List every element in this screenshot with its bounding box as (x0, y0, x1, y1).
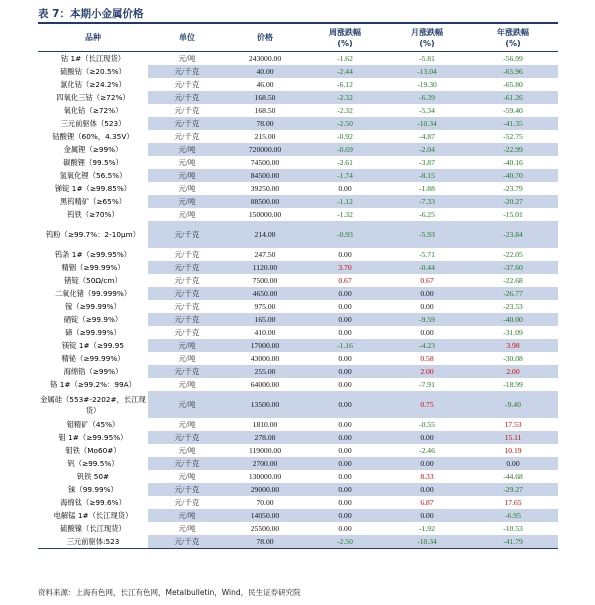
cell-name: 铼（99.99%） (38, 483, 148, 496)
cell-yearly: -6.95 (468, 509, 558, 522)
table-row (38, 522, 558, 535)
table-row (38, 221, 558, 248)
cell-yearly: -18.99 (503, 380, 523, 389)
cell-price: 17000.00 (226, 339, 304, 352)
cell-weekly: 0.00 (338, 302, 352, 311)
header-price: 价格 (226, 24, 304, 52)
cell-monthly: 0.00 (420, 302, 434, 311)
header-weekly (304, 24, 386, 52)
cell-monthly: -8.15 (386, 169, 468, 182)
cell-price: 410.00 (254, 328, 276, 337)
cell-monthly: -6.39 (386, 91, 468, 104)
cell-unit: 元/千克 (148, 65, 226, 78)
cell-yearly: -15.01 (503, 210, 523, 219)
cell-yearly: -22.99 (468, 143, 558, 156)
cell-monthly: -1.92 (419, 524, 435, 533)
cell-price: 78.00 (226, 535, 304, 549)
header-yearly (468, 24, 558, 52)
cell-weekly: 0.00 (304, 509, 386, 522)
header-unit: 单位 (148, 24, 226, 52)
cell-unit: 元/千克 (148, 91, 226, 104)
cell-weekly: 0.67 (338, 276, 352, 285)
cell-price: 64000.00 (250, 380, 280, 389)
cell-name: 电解锰 1#（长江现货） (38, 509, 148, 522)
cell-name: 三元前驱体（523） (38, 117, 148, 130)
cell-name: 硫酸钴（≥20.5%） (38, 65, 148, 78)
cell-monthly: 0.00 (386, 287, 468, 300)
cell-price: 4650.00 (226, 287, 304, 300)
header-yearly-label: 年涨跌幅 (497, 27, 529, 37)
table-row (38, 470, 558, 483)
cell-monthly: 0.00 (386, 509, 468, 522)
cell-monthly: -5.34 (419, 106, 435, 115)
cell-weekly: -2.61 (337, 158, 353, 167)
cell-yearly: 10.19 (504, 446, 522, 455)
cell-price: 247.50 (254, 250, 276, 259)
cell-weekly: -1.16 (304, 339, 386, 352)
cell-weekly: 0.00 (338, 380, 352, 389)
cell-yearly: -56.99 (503, 54, 523, 63)
cell-name: 锗锭（50Ω/cm） (64, 276, 122, 285)
table-row (38, 52, 558, 66)
cell-weekly: -2.32 (337, 106, 353, 115)
cell-price: 720000.00 (226, 143, 304, 156)
cell-yearly: 2.00 (468, 365, 558, 378)
cell-unit: 元/吨 (148, 143, 226, 156)
cell-price: 214.00 (226, 221, 304, 248)
cell-price: 13500.00 (226, 391, 304, 418)
cell-unit: 元/吨 (178, 158, 196, 167)
cell-yearly: -40.70 (468, 169, 558, 182)
cell-weekly: 0.00 (304, 391, 386, 418)
cell-monthly: 0.00 (420, 328, 434, 337)
header-yearly-unit: (%) (505, 38, 521, 48)
cell-name: 三元前驱体:523 (38, 535, 148, 549)
header-row (38, 24, 558, 52)
cell-monthly: -7.33 (386, 195, 468, 208)
cell-name: 氢氧化锂（56.5%） (38, 169, 148, 182)
cell-yearly: 3.98 (468, 339, 558, 352)
table-row (38, 391, 558, 418)
cell-monthly: 0.00 (386, 457, 468, 470)
cell-name: 钒（≥99.5%） (38, 457, 148, 470)
cell-yearly: -40.00 (468, 313, 558, 326)
cell-monthly: -10.34 (386, 117, 468, 130)
cell-yearly: -23.84 (468, 221, 558, 248)
cell-yearly: -41.35 (468, 117, 558, 130)
cell-yearly: -61.26 (468, 91, 558, 104)
cell-yearly: -30.08 (503, 354, 523, 363)
cell-price: 84500.00 (226, 169, 304, 182)
cell-price: 70.00 (256, 498, 274, 507)
cell-yearly: -59.40 (503, 106, 523, 115)
cell-name: 镁锭 1#（≥99.95 (38, 339, 148, 352)
cell-name: 海绵锆（≥99%） (38, 365, 148, 378)
table-row (38, 117, 558, 130)
header-weekly-label: 周涨跌幅 (329, 27, 361, 37)
cell-price: 14050.00 (226, 509, 304, 522)
table-row (38, 483, 558, 496)
cell-weekly: -0.69 (304, 143, 386, 156)
table-row (38, 195, 558, 208)
cell-unit: 元/吨 (148, 391, 226, 418)
cell-unit: 元/吨 (178, 420, 196, 429)
table-row (38, 444, 558, 457)
cell-name: 四氧化三钴（≥72%） (38, 91, 148, 104)
cell-price: 1120.00 (226, 261, 304, 274)
cell-unit: 元/千克 (148, 261, 226, 274)
cell-weekly: 0.00 (338, 184, 352, 193)
cell-yearly: -65.80 (503, 80, 523, 89)
table-row (38, 287, 558, 300)
cell-yearly: -10.53 (503, 524, 523, 533)
cell-yearly: 17.65 (504, 498, 522, 507)
cell-yearly: -41.79 (468, 535, 558, 549)
cell-unit: 元/千克 (174, 328, 200, 337)
cell-yearly: -23.53 (503, 302, 523, 311)
cell-monthly: -4.87 (419, 132, 435, 141)
cell-unit: 元/千克 (174, 498, 200, 507)
cell-name: 碲（≥99.99%） (65, 328, 121, 337)
cell-unit: 元/千克 (174, 302, 200, 311)
cell-price: 46.00 (256, 80, 274, 89)
table-row (38, 156, 558, 169)
cell-monthly: -1.88 (419, 184, 435, 193)
table-row (38, 352, 558, 365)
cell-monthly: -4.23 (386, 339, 468, 352)
cell-monthly: 0.58 (420, 354, 434, 363)
cell-price: 43000.00 (250, 354, 280, 363)
cell-unit: 元/千克 (148, 535, 226, 549)
cell-weekly: 0.00 (304, 483, 386, 496)
cell-price: 278.00 (226, 431, 304, 444)
cell-unit: 元/吨 (178, 446, 196, 455)
cell-monthly: -3.87 (419, 158, 435, 167)
cell-unit: 元/吨 (178, 472, 196, 481)
cell-weekly: -1.12 (304, 195, 386, 208)
cell-weekly: 0.00 (338, 250, 352, 259)
cell-monthly: 0.75 (386, 391, 468, 418)
cell-unit: 元/吨 (148, 169, 226, 182)
cell-monthly: 0.00 (386, 431, 468, 444)
cell-price: 39250.00 (250, 184, 280, 193)
table-row (38, 130, 558, 143)
cell-monthly: -0.44 (386, 261, 468, 274)
cell-yearly: -44.68 (503, 472, 523, 481)
cell-name: 锑锭 1#（≥99.85%） (54, 184, 132, 193)
cell-monthly: 6.87 (420, 498, 434, 507)
cell-name: 钨条 1#（≥99.95%） (54, 250, 132, 259)
cell-yearly: -37.60 (468, 261, 558, 274)
source-note: 资料来源：上海有色网，长江有色网，Metalbulletin，Wind，民生证券研究院 (38, 588, 301, 597)
cell-monthly: -2.46 (419, 446, 435, 455)
cell-weekly: 0.00 (304, 313, 386, 326)
cell-yearly: 0.00 (468, 457, 558, 470)
cell-yearly: -20.27 (468, 195, 558, 208)
cell-yearly: -52.75 (503, 132, 523, 141)
header-monthly-unit: (%) (419, 38, 435, 48)
cell-price: 168.50 (254, 106, 276, 115)
cell-name: 铬 1#（≥99.2%：99A） (50, 380, 136, 389)
cell-price: 215.00 (254, 132, 276, 141)
cell-unit: 元/千克 (174, 276, 200, 285)
cell-monthly: -6.25 (419, 210, 435, 219)
cell-yearly: -40.16 (503, 158, 523, 167)
cell-unit: 元/千克 (148, 117, 226, 130)
cell-price: 78.00 (226, 117, 304, 130)
cell-name: 二氧化锗（99.999%） (38, 287, 148, 300)
cell-yearly: -9.40 (468, 391, 558, 418)
cell-monthly: 0.00 (386, 483, 468, 496)
cell-monthly: -5.81 (419, 54, 435, 63)
cell-monthly: -13.04 (386, 65, 468, 78)
table-row (38, 313, 558, 326)
cell-weekly: 3.70 (304, 261, 386, 274)
cell-yearly: -29.27 (468, 483, 558, 496)
table-row (38, 274, 558, 287)
cell-weekly: 0.00 (338, 446, 352, 455)
cell-price: 150000.00 (248, 210, 282, 219)
cell-name: 硫酸镍（长江现货） (60, 524, 126, 533)
cell-name: 氧化钴（≥72%） (63, 106, 123, 115)
cell-weekly: -0.93 (304, 221, 386, 248)
cell-name: 钼 1#（≥99.95%） (38, 431, 148, 444)
table-row (38, 378, 558, 391)
cell-price: 1810.00 (252, 420, 278, 429)
cell-name: 精铟（≥99.99%） (38, 261, 148, 274)
table-row (38, 78, 558, 91)
cell-unit: 元/吨 (148, 195, 226, 208)
cell-price: 255.00 (226, 365, 304, 378)
cell-name: 钴 1#（长江现货） (60, 54, 126, 63)
table-row (38, 261, 558, 274)
table-row (38, 248, 558, 261)
cell-yearly: -31.09 (503, 328, 523, 337)
cell-weekly: 0.00 (338, 328, 352, 337)
table-row (38, 535, 558, 549)
cell-unit: 元/千克 (148, 457, 226, 470)
cell-name: 硒锭（≥99.9%） (38, 313, 148, 326)
cell-unit: 元/吨 (178, 54, 196, 63)
table-row (38, 339, 558, 352)
cell-weekly: 0.00 (338, 524, 352, 533)
table-row (38, 431, 558, 444)
cell-price: 7500.00 (252, 276, 278, 285)
cell-name: 金属锂（≥99%） (38, 143, 148, 156)
cell-yearly: -23.79 (503, 184, 523, 193)
table-body (38, 52, 558, 549)
cell-unit: 元/千克 (148, 431, 226, 444)
cell-unit: 元/吨 (178, 184, 196, 193)
cell-monthly: 0.67 (420, 276, 434, 285)
metal-price-table (38, 24, 558, 549)
cell-unit: 元/千克 (148, 287, 226, 300)
cell-name: 钒铁 50# (76, 472, 110, 481)
cell-unit: 元/千克 (174, 132, 200, 141)
cell-monthly: -5.93 (386, 221, 468, 248)
cell-unit: 元/吨 (148, 339, 226, 352)
cell-price: 74500.00 (250, 158, 280, 167)
cell-weekly: -1.74 (304, 169, 386, 182)
cell-price: 40.00 (226, 65, 304, 78)
cell-yearly: -65.96 (468, 65, 558, 78)
cell-unit: 元/千克 (174, 80, 200, 89)
table-row (38, 65, 558, 78)
cell-weekly: -2.50 (304, 535, 386, 549)
cell-name: 金属硅（553#-2202#，长江现货） (38, 391, 148, 418)
cell-name: 钼铁（Mo60#） (65, 446, 121, 455)
cell-name: 海绵钛（≥99.6%） (60, 498, 126, 507)
cell-price: 165.00 (226, 313, 304, 326)
cell-unit: 元/千克 (174, 250, 200, 259)
cell-name: 钨粉（≥99.7%：2-10μm） (38, 221, 148, 248)
cell-name: 黑钨精矿（≥65%） (38, 195, 148, 208)
table-row (38, 169, 558, 182)
cell-yearly: -22.05 (503, 250, 523, 259)
table-row (38, 208, 558, 221)
cell-weekly: 0.00 (338, 420, 352, 429)
table-row (38, 104, 558, 117)
cell-unit: 元/千克 (148, 313, 226, 326)
cell-price: 29000.00 (226, 483, 304, 496)
cell-monthly: -9.59 (386, 313, 468, 326)
cell-weekly: 0.00 (304, 457, 386, 470)
header-weekly-unit: (%) (337, 38, 353, 48)
cell-price: 243000.00 (248, 54, 282, 63)
cell-name: 镓（≥99.99%） (65, 302, 121, 311)
cell-weekly: 0.00 (304, 287, 386, 300)
cell-weekly: -2.50 (304, 117, 386, 130)
cell-weekly: -6.12 (337, 80, 353, 89)
cell-weekly: 0.00 (338, 498, 352, 507)
table-row (38, 182, 558, 195)
table-row (38, 457, 558, 470)
cell-unit: 元/千克 (148, 365, 226, 378)
cell-monthly: -19.30 (417, 80, 437, 89)
cell-monthly: 8.33 (420, 472, 434, 481)
cell-name: 钴酸锂（60%，4.35V） (52, 132, 134, 141)
cell-unit: 元/吨 (178, 380, 196, 389)
cell-monthly: 2.00 (386, 365, 468, 378)
cell-price: 130000.00 (248, 472, 282, 481)
table-row (38, 509, 558, 522)
cell-name: 氯化钴（≥24.2%） (60, 80, 126, 89)
cell-name: 碳酸锂（99.5%） (63, 158, 123, 167)
cell-weekly: 0.00 (304, 365, 386, 378)
header-monthly (386, 24, 468, 52)
cell-unit: 元/千克 (174, 106, 200, 115)
cell-weekly: 0.00 (304, 431, 386, 444)
cell-monthly: -0.55 (419, 420, 435, 429)
cell-weekly: -2.32 (304, 91, 386, 104)
cell-unit: 元/千克 (148, 483, 226, 496)
cell-monthly: -5.71 (419, 250, 435, 259)
cell-weekly: -0.92 (337, 132, 353, 141)
cell-monthly: -7.91 (419, 380, 435, 389)
cell-weekly: 0.00 (338, 472, 352, 481)
cell-price: 168.50 (226, 91, 304, 104)
cell-yearly: 15.11 (468, 431, 558, 444)
cell-unit: 元/吨 (148, 509, 226, 522)
table-row (38, 365, 558, 378)
cell-unit: 元/吨 (178, 210, 196, 219)
cell-weekly: -1.62 (337, 54, 353, 63)
table-row (38, 418, 558, 431)
cell-weekly: -2.44 (304, 65, 386, 78)
table-row (38, 496, 558, 509)
cell-unit: 元/吨 (178, 524, 196, 533)
header-monthly-label: 月涨跌幅 (411, 27, 443, 37)
table-row (38, 143, 558, 156)
cell-yearly: -22.68 (503, 276, 523, 285)
cell-name: 钼精矿（45%） (66, 420, 120, 429)
cell-yearly: 17.53 (504, 420, 522, 429)
cell-name: 钨铁（≥70%） (67, 210, 119, 219)
cell-weekly: 0.00 (338, 354, 352, 363)
header-name: 品种 (38, 24, 148, 52)
cell-weekly: -1.32 (337, 210, 353, 219)
table-row (38, 300, 558, 313)
cell-unit: 元/吨 (178, 354, 196, 363)
cell-monthly: -2.04 (386, 143, 468, 156)
table-row (38, 91, 558, 104)
cell-price: 2700.00 (226, 457, 304, 470)
cell-monthly: -10.34 (386, 535, 468, 549)
cell-yearly: -26.77 (468, 287, 558, 300)
table-row (38, 326, 558, 339)
cell-unit: 元/千克 (148, 221, 226, 248)
cell-price: 119000.00 (249, 446, 281, 455)
cell-price: 88500.00 (226, 195, 304, 208)
cell-name: 精铋（≥99.99%） (61, 354, 125, 363)
cell-price: 975.00 (254, 302, 276, 311)
cell-price: 25500.00 (250, 524, 280, 533)
table-title: 表 7：本期小金属价格 (38, 8, 144, 20)
